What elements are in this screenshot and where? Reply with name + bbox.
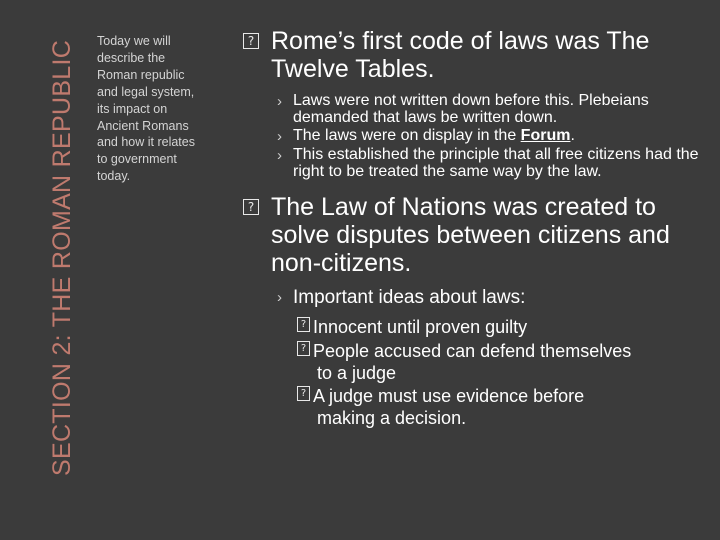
- bullet-box-icon: ?: [297, 341, 310, 356]
- chevron-right-icon: ›: [277, 288, 282, 306]
- idea-text: [313, 339, 718, 384]
- section-title: SECTION 2: THE ROMAN REPUBLIC: [48, 39, 76, 476]
- idea-text: [313, 384, 718, 429]
- bullet-box-icon: ?: [297, 386, 310, 401]
- sub-bullet: [271, 147, 718, 180]
- idea-line: People accused can defend themselves: [313, 340, 632, 361]
- important-ideas-list: [297, 315, 718, 429]
- bullet-law-of-nations: [243, 193, 718, 277]
- idea-line: Innocent until proven guilty: [313, 316, 528, 337]
- idea-item: [297, 339, 718, 384]
- sub-bullet-text-before: The laws were on display in the: [293, 127, 521, 145]
- sub-bullet-text: Laws were not written down before this. Plebeians demanded that laws be written down.: [293, 92, 649, 126]
- bullet-text: Rome’s first code of laws was The Twelve Tables.: [271, 27, 650, 83]
- idea-line: A judge must use evidence before: [313, 385, 585, 406]
- forum-term: Forum: [520, 127, 571, 145]
- bullet-box-icon: ?: [243, 33, 259, 49]
- intro-text: Today we will describe the Roman republic and legal system, its impact on Ancient Romans and how it relates to government today.: [97, 34, 195, 184]
- sub-bullet: [271, 93, 718, 126]
- sub-bullet: [271, 128, 718, 145]
- idea-line-cont: making a decision.: [317, 407, 467, 428]
- chevron-right-icon: ›: [277, 93, 282, 110]
- sub-bullet: [271, 287, 718, 309]
- idea-item: [297, 384, 718, 429]
- sub-bullet-text: Important ideas about laws:: [293, 286, 526, 308]
- chevron-right-icon: ›: [277, 128, 282, 146]
- sub-bullet-text: This established the principle that all free citizens had the right to be treated the same way by the law.: [293, 146, 699, 180]
- sub-bullet-text: [293, 128, 718, 145]
- bullet-box-icon: ?: [297, 317, 310, 332]
- bullet-box-icon: ?: [243, 199, 259, 215]
- bullet-text: The Law of Nations was created to solve disputes between citizens and non-citizens.: [271, 192, 670, 277]
- sub-list-twelve-tables: [271, 93, 718, 181]
- bullet-twelve-tables: [243, 27, 718, 83]
- chevron-right-icon: ›: [277, 147, 282, 165]
- idea-item: [297, 315, 718, 339]
- idea-line-cont: to a judge: [317, 362, 397, 383]
- idea-text: [313, 315, 718, 339]
- slide-content: [243, 27, 718, 429]
- sub-bullet-text-after: .: [570, 127, 575, 145]
- sub-list-law-of-nations: [271, 287, 718, 429]
